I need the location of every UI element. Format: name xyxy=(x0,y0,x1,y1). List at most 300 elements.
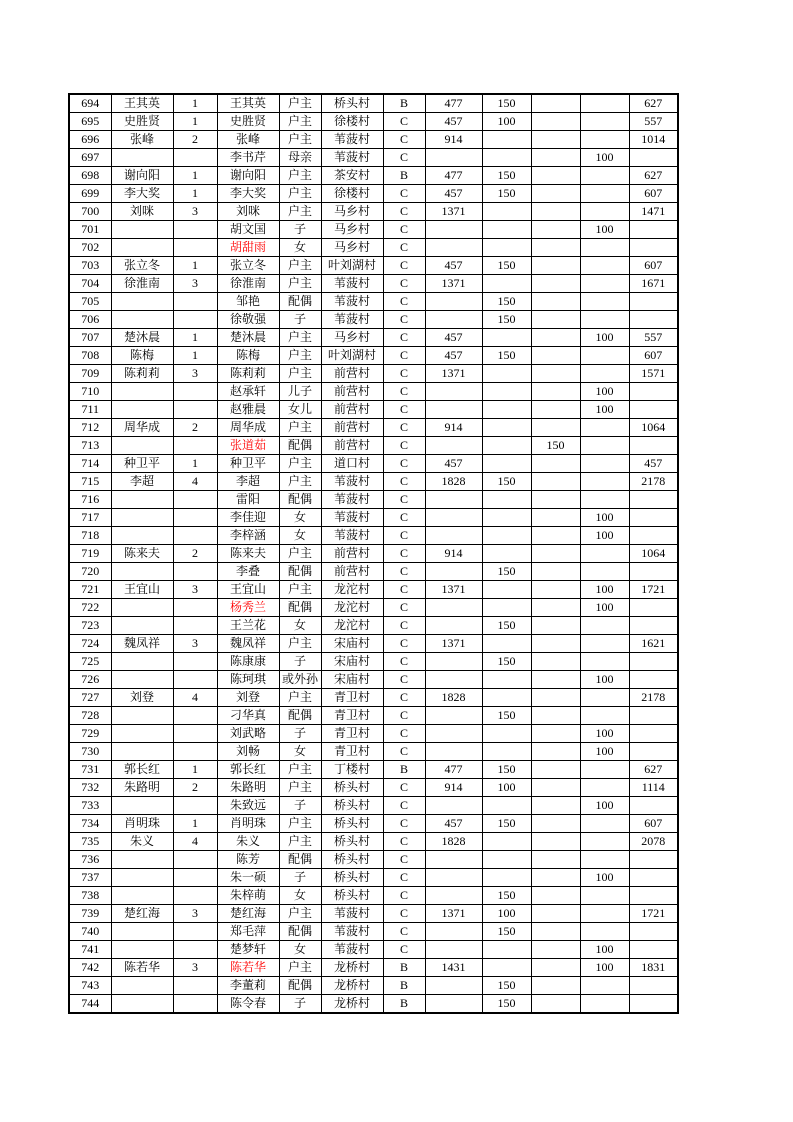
cell-row-no: 721 xyxy=(69,581,111,599)
cell-member-name: 谢向阳 xyxy=(217,167,279,185)
cell-village: 苇菠村 xyxy=(321,905,383,923)
cell-amount-3 xyxy=(531,113,580,131)
table-row xyxy=(69,473,678,491)
cell-total: 1064 xyxy=(629,545,678,563)
cell-amount-4 xyxy=(580,851,629,869)
cell-member-name: 郭长红 xyxy=(217,761,279,779)
cell-row-no: 719 xyxy=(69,545,111,563)
cell-member-name: 赵雅晨 xyxy=(217,401,279,419)
cell-village: 徐楼村 xyxy=(321,185,383,203)
cell-amount-1: 457 xyxy=(425,347,482,365)
cell-village: 叶刘湖村 xyxy=(321,257,383,275)
cell-total xyxy=(629,311,678,329)
cell-row-no: 739 xyxy=(69,905,111,923)
cell-amount-3 xyxy=(531,473,580,491)
cell-head-name xyxy=(111,401,173,419)
cell-member-name: 刁华真 xyxy=(217,707,279,725)
table-row xyxy=(69,509,678,527)
cell-household-size xyxy=(173,563,217,581)
cell-household-size xyxy=(173,239,217,257)
cell-amount-4 xyxy=(580,761,629,779)
cell-amount-4 xyxy=(580,113,629,131)
cell-relation: 子 xyxy=(279,797,321,815)
cell-amount-1 xyxy=(425,491,482,509)
table-row xyxy=(69,347,678,365)
cell-relation: 户主 xyxy=(279,185,321,203)
cell-total: 557 xyxy=(629,329,678,347)
household-register-table xyxy=(68,93,679,1014)
cell-relation: 子 xyxy=(279,653,321,671)
cell-amount-1 xyxy=(425,437,482,455)
cell-head-name xyxy=(111,725,173,743)
cell-head-name: 刘登 xyxy=(111,689,173,707)
cell-member-name: 李超 xyxy=(217,473,279,491)
cell-class-grade: C xyxy=(383,509,425,527)
cell-amount-3 xyxy=(531,959,580,977)
cell-row-no: 705 xyxy=(69,293,111,311)
cell-household-size xyxy=(173,491,217,509)
cell-household-size: 1 xyxy=(173,167,217,185)
cell-village: 桥头村 xyxy=(321,815,383,833)
table-row xyxy=(69,401,678,419)
cell-amount-3 xyxy=(531,347,580,365)
cell-amount-3 xyxy=(531,221,580,239)
cell-household-size xyxy=(173,995,217,1014)
cell-amount-3 xyxy=(531,311,580,329)
cell-amount-1: 457 xyxy=(425,185,482,203)
cell-amount-2 xyxy=(482,329,531,347)
cell-amount-2 xyxy=(482,635,531,653)
cell-row-no: 703 xyxy=(69,257,111,275)
cell-head-name: 徐淮南 xyxy=(111,275,173,293)
cell-row-no: 724 xyxy=(69,635,111,653)
cell-row-no: 735 xyxy=(69,833,111,851)
cell-member-name: 李大奖 xyxy=(217,185,279,203)
cell-amount-4 xyxy=(580,545,629,563)
cell-amount-1: 1828 xyxy=(425,473,482,491)
cell-village: 龙桥村 xyxy=(321,995,383,1014)
cell-amount-4 xyxy=(580,419,629,437)
cell-amount-1: 1371 xyxy=(425,905,482,923)
cell-amount-2: 150 xyxy=(482,617,531,635)
cell-row-no: 736 xyxy=(69,851,111,869)
cell-household-size xyxy=(173,671,217,689)
cell-amount-2 xyxy=(482,275,531,293)
cell-amount-1: 457 xyxy=(425,113,482,131)
table-row xyxy=(69,149,678,167)
cell-village: 徐楼村 xyxy=(321,113,383,131)
cell-row-no: 733 xyxy=(69,797,111,815)
cell-village: 马乡村 xyxy=(321,221,383,239)
table-row xyxy=(69,383,678,401)
cell-village: 苇菠村 xyxy=(321,311,383,329)
cell-head-name xyxy=(111,851,173,869)
cell-amount-1: 477 xyxy=(425,761,482,779)
cell-member-name: 陈珂琪 xyxy=(217,671,279,689)
cell-class-grade: C xyxy=(383,941,425,959)
cell-village: 桥头村 xyxy=(321,94,383,113)
cell-relation: 户主 xyxy=(279,329,321,347)
cell-row-no: 708 xyxy=(69,347,111,365)
cell-amount-2 xyxy=(482,689,531,707)
cell-class-grade: C xyxy=(383,311,425,329)
cell-head-name xyxy=(111,599,173,617)
cell-class-grade: C xyxy=(383,851,425,869)
table-row xyxy=(69,869,678,887)
cell-village: 前营村 xyxy=(321,563,383,581)
cell-row-no: 743 xyxy=(69,977,111,995)
cell-household-size xyxy=(173,707,217,725)
cell-household-size xyxy=(173,653,217,671)
cell-amount-2 xyxy=(482,725,531,743)
cell-village: 龙桥村 xyxy=(321,977,383,995)
cell-village: 前营村 xyxy=(321,365,383,383)
cell-class-grade: C xyxy=(383,473,425,491)
cell-village: 龙沱村 xyxy=(321,617,383,635)
cell-amount-2 xyxy=(482,509,531,527)
cell-member-name: 陈若华 xyxy=(217,959,279,977)
cell-village: 叶刘湖村 xyxy=(321,347,383,365)
cell-amount-1: 914 xyxy=(425,545,482,563)
cell-amount-1: 457 xyxy=(425,329,482,347)
cell-total xyxy=(629,725,678,743)
cell-amount-3 xyxy=(531,995,580,1014)
cell-amount-3 xyxy=(531,149,580,167)
cell-head-name: 李超 xyxy=(111,473,173,491)
cell-head-name: 肖明珠 xyxy=(111,815,173,833)
cell-amount-3 xyxy=(531,275,580,293)
cell-class-grade: C xyxy=(383,347,425,365)
cell-relation: 户主 xyxy=(279,833,321,851)
cell-village: 宋庙村 xyxy=(321,653,383,671)
cell-household-size: 3 xyxy=(173,203,217,221)
cell-class-grade: C xyxy=(383,833,425,851)
cell-amount-2: 150 xyxy=(482,707,531,725)
cell-member-name: 魏凤祥 xyxy=(217,635,279,653)
cell-class-grade: C xyxy=(383,455,425,473)
cell-amount-4: 100 xyxy=(580,959,629,977)
cell-household-size xyxy=(173,869,217,887)
cell-relation: 户主 xyxy=(279,419,321,437)
cell-row-no: 742 xyxy=(69,959,111,977)
cell-amount-1 xyxy=(425,707,482,725)
cell-relation: 子 xyxy=(279,725,321,743)
cell-total xyxy=(629,239,678,257)
cell-class-grade: C xyxy=(383,527,425,545)
table-row xyxy=(69,239,678,257)
cell-class-grade: C xyxy=(383,257,425,275)
cell-head-name: 楚沐晨 xyxy=(111,329,173,347)
cell-head-name xyxy=(111,563,173,581)
cell-amount-1 xyxy=(425,383,482,401)
cell-member-name: 李董莉 xyxy=(217,977,279,995)
table-row xyxy=(69,167,678,185)
cell-row-no: 717 xyxy=(69,509,111,527)
cell-member-name: 徐敬强 xyxy=(217,311,279,329)
cell-amount-3 xyxy=(531,797,580,815)
cell-relation: 配偶 xyxy=(279,563,321,581)
cell-amount-1: 457 xyxy=(425,455,482,473)
cell-member-name: 陈梅 xyxy=(217,347,279,365)
cell-row-no: 718 xyxy=(69,527,111,545)
cell-relation: 子 xyxy=(279,311,321,329)
cell-amount-1: 1371 xyxy=(425,581,482,599)
cell-total xyxy=(629,221,678,239)
cell-amount-4 xyxy=(580,833,629,851)
cell-amount-4 xyxy=(580,977,629,995)
cell-class-grade: C xyxy=(383,203,425,221)
cell-row-no: 712 xyxy=(69,419,111,437)
cell-row-no: 696 xyxy=(69,131,111,149)
cell-relation: 配偶 xyxy=(279,851,321,869)
cell-relation: 母亲 xyxy=(279,149,321,167)
cell-relation: 户主 xyxy=(279,167,321,185)
cell-village: 桥头村 xyxy=(321,887,383,905)
cell-relation: 户主 xyxy=(279,455,321,473)
cell-amount-4: 100 xyxy=(580,329,629,347)
cell-class-grade: C xyxy=(383,545,425,563)
cell-relation: 户主 xyxy=(279,815,321,833)
cell-amount-3 xyxy=(531,203,580,221)
table-row xyxy=(69,455,678,473)
cell-total xyxy=(629,149,678,167)
cell-class-grade: C xyxy=(383,581,425,599)
cell-amount-3 xyxy=(531,923,580,941)
cell-amount-1 xyxy=(425,797,482,815)
cell-head-name: 陈莉莉 xyxy=(111,365,173,383)
cell-amount-3 xyxy=(531,94,580,113)
cell-amount-4: 100 xyxy=(580,743,629,761)
cell-member-name: 王宜山 xyxy=(217,581,279,599)
cell-relation: 户主 xyxy=(279,131,321,149)
cell-amount-4 xyxy=(580,995,629,1014)
cell-relation: 配偶 xyxy=(279,599,321,617)
cell-relation: 女 xyxy=(279,527,321,545)
cell-total: 1114 xyxy=(629,779,678,797)
cell-amount-4 xyxy=(580,203,629,221)
cell-amount-2 xyxy=(482,383,531,401)
cell-amount-4: 100 xyxy=(580,797,629,815)
cell-household-size: 4 xyxy=(173,689,217,707)
cell-total: 2178 xyxy=(629,689,678,707)
cell-row-no: 731 xyxy=(69,761,111,779)
cell-row-no: 741 xyxy=(69,941,111,959)
cell-relation: 户主 xyxy=(279,347,321,365)
cell-village: 青卫村 xyxy=(321,725,383,743)
cell-amount-4 xyxy=(580,563,629,581)
cell-amount-1: 1371 xyxy=(425,275,482,293)
cell-class-grade: C xyxy=(383,293,425,311)
cell-amount-2 xyxy=(482,833,531,851)
cell-amount-2: 150 xyxy=(482,311,531,329)
cell-head-name: 楚红海 xyxy=(111,905,173,923)
cell-village: 丁楼村 xyxy=(321,761,383,779)
cell-row-no: 700 xyxy=(69,203,111,221)
table-row xyxy=(69,527,678,545)
cell-amount-1 xyxy=(425,527,482,545)
cell-relation: 户主 xyxy=(279,545,321,563)
cell-class-grade: C xyxy=(383,653,425,671)
cell-class-grade: C xyxy=(383,725,425,743)
cell-amount-4: 100 xyxy=(580,869,629,887)
cell-total: 607 xyxy=(629,185,678,203)
cell-head-name: 魏凤祥 xyxy=(111,635,173,653)
cell-head-name: 陈若华 xyxy=(111,959,173,977)
cell-member-name: 刘畅 xyxy=(217,743,279,761)
cell-head-name: 王宜山 xyxy=(111,581,173,599)
cell-total: 1671 xyxy=(629,275,678,293)
cell-head-name: 谢向阳 xyxy=(111,167,173,185)
cell-amount-2 xyxy=(482,437,531,455)
cell-class-grade: B xyxy=(383,761,425,779)
cell-class-grade: C xyxy=(383,743,425,761)
cell-household-size xyxy=(173,149,217,167)
cell-head-name xyxy=(111,221,173,239)
cell-relation: 户主 xyxy=(279,257,321,275)
cell-member-name: 徐淮南 xyxy=(217,275,279,293)
cell-member-name: 肖明珠 xyxy=(217,815,279,833)
cell-row-no: 711 xyxy=(69,401,111,419)
cell-village: 前营村 xyxy=(321,419,383,437)
table-row xyxy=(69,581,678,599)
cell-amount-4 xyxy=(580,707,629,725)
cell-class-grade: C xyxy=(383,365,425,383)
cell-village: 青卫村 xyxy=(321,689,383,707)
table-row xyxy=(69,311,678,329)
cell-total: 627 xyxy=(629,167,678,185)
cell-member-name: 楚梦轩 xyxy=(217,941,279,959)
cell-relation: 子 xyxy=(279,221,321,239)
cell-total xyxy=(629,491,678,509)
cell-amount-3 xyxy=(531,185,580,203)
cell-row-no: 694 xyxy=(69,94,111,113)
cell-class-grade: C xyxy=(383,923,425,941)
cell-amount-2: 150 xyxy=(482,563,531,581)
cell-member-name: 郑毛萍 xyxy=(217,923,279,941)
cell-relation: 儿子 xyxy=(279,383,321,401)
cell-member-name: 李叠 xyxy=(217,563,279,581)
cell-row-no: 701 xyxy=(69,221,111,239)
cell-amount-2: 150 xyxy=(482,167,531,185)
cell-amount-1 xyxy=(425,671,482,689)
cell-amount-4: 100 xyxy=(580,581,629,599)
table-row xyxy=(69,743,678,761)
cell-relation: 户主 xyxy=(279,113,321,131)
cell-member-name: 雷阳 xyxy=(217,491,279,509)
cell-amount-3 xyxy=(531,167,580,185)
cell-village: 龙沱村 xyxy=(321,581,383,599)
cell-total: 1064 xyxy=(629,419,678,437)
cell-member-name: 陈康康 xyxy=(217,653,279,671)
cell-amount-4 xyxy=(580,617,629,635)
cell-head-name xyxy=(111,617,173,635)
cell-total: 627 xyxy=(629,94,678,113)
cell-relation: 子 xyxy=(279,995,321,1014)
cell-amount-2: 150 xyxy=(482,761,531,779)
cell-amount-4 xyxy=(580,275,629,293)
cell-village: 青卫村 xyxy=(321,743,383,761)
table-row xyxy=(69,203,678,221)
cell-head-name xyxy=(111,977,173,995)
table-row xyxy=(69,941,678,959)
cell-amount-4 xyxy=(580,437,629,455)
cell-relation: 配偶 xyxy=(279,923,321,941)
cell-member-name: 陈莉莉 xyxy=(217,365,279,383)
cell-household-size xyxy=(173,599,217,617)
cell-household-size: 1 xyxy=(173,815,217,833)
cell-amount-1: 914 xyxy=(425,779,482,797)
cell-amount-2 xyxy=(482,959,531,977)
cell-village: 苇菠村 xyxy=(321,491,383,509)
cell-amount-3 xyxy=(531,617,580,635)
cell-row-no: 698 xyxy=(69,167,111,185)
cell-row-no: 699 xyxy=(69,185,111,203)
cell-member-name: 张峰 xyxy=(217,131,279,149)
cell-relation: 户主 xyxy=(279,365,321,383)
cell-head-name xyxy=(111,653,173,671)
cell-class-grade: C xyxy=(383,329,425,347)
cell-amount-1: 1828 xyxy=(425,689,482,707)
table-row xyxy=(69,419,678,437)
cell-amount-3 xyxy=(531,833,580,851)
cell-village: 桥头村 xyxy=(321,851,383,869)
cell-household-size xyxy=(173,437,217,455)
cell-amount-2: 150 xyxy=(482,815,531,833)
cell-amount-1 xyxy=(425,725,482,743)
table-body xyxy=(69,94,678,1013)
cell-amount-3 xyxy=(531,761,580,779)
cell-household-size: 1 xyxy=(173,329,217,347)
cell-amount-2 xyxy=(482,419,531,437)
cell-amount-4 xyxy=(580,905,629,923)
cell-relation: 户主 xyxy=(279,203,321,221)
cell-class-grade: C xyxy=(383,437,425,455)
cell-amount-3 xyxy=(531,599,580,617)
cell-amount-3 xyxy=(531,671,580,689)
cell-amount-2: 150 xyxy=(482,977,531,995)
cell-row-no: 738 xyxy=(69,887,111,905)
cell-relation: 配偶 xyxy=(279,491,321,509)
cell-amount-1 xyxy=(425,149,482,167)
cell-amount-1 xyxy=(425,887,482,905)
cell-relation: 女儿 xyxy=(279,401,321,419)
cell-amount-1 xyxy=(425,869,482,887)
cell-member-name: 朱路明 xyxy=(217,779,279,797)
cell-class-grade: C xyxy=(383,563,425,581)
cell-total xyxy=(629,509,678,527)
cell-amount-3 xyxy=(531,707,580,725)
cell-amount-4: 100 xyxy=(580,383,629,401)
cell-total: 2078 xyxy=(629,833,678,851)
cell-total: 1621 xyxy=(629,635,678,653)
cell-relation: 女 xyxy=(279,743,321,761)
cell-household-size: 3 xyxy=(173,365,217,383)
cell-total: 607 xyxy=(629,347,678,365)
cell-head-name: 周华成 xyxy=(111,419,173,437)
cell-village: 苇菠村 xyxy=(321,275,383,293)
cell-amount-4 xyxy=(580,131,629,149)
table-row xyxy=(69,689,678,707)
cell-amount-4 xyxy=(580,239,629,257)
cell-amount-3 xyxy=(531,491,580,509)
cell-amount-3 xyxy=(531,635,580,653)
cell-member-name: 胡甜雨 xyxy=(217,239,279,257)
cell-amount-2 xyxy=(482,131,531,149)
cell-total xyxy=(629,923,678,941)
cell-row-no: 704 xyxy=(69,275,111,293)
cell-member-name: 朱致远 xyxy=(217,797,279,815)
cell-row-no: 725 xyxy=(69,653,111,671)
